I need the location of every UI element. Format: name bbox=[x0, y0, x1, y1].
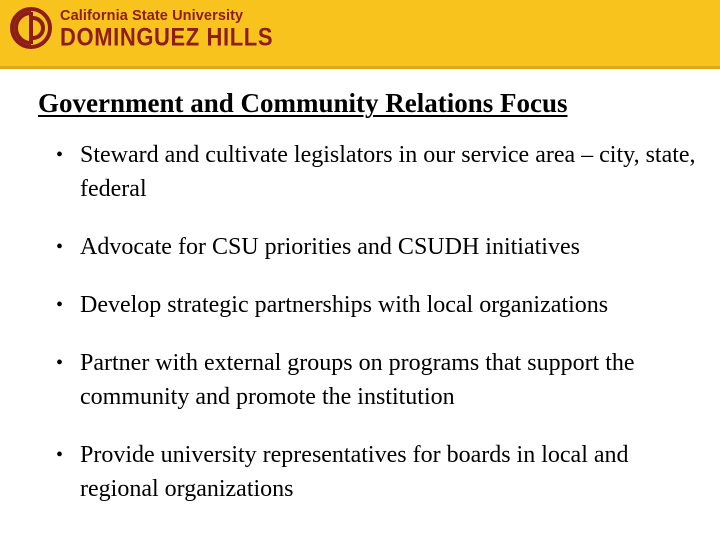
bullet-dot-icon: • bbox=[56, 294, 64, 316]
bullet-item bbox=[56, 438, 706, 506]
bullet-item bbox=[56, 138, 706, 206]
bullet-dot-icon: • bbox=[56, 444, 64, 466]
bullet-item bbox=[56, 230, 706, 264]
bullet-text: Provide university representatives for boards in local and regional organizations bbox=[80, 442, 629, 502]
bullet-text: Develop strategic partnerships with local organizations bbox=[80, 292, 609, 318]
bullet-item bbox=[56, 288, 706, 322]
logo-university-name: California State University bbox=[60, 8, 244, 24]
university-logo bbox=[10, 7, 274, 53]
bullet-dot-icon: • bbox=[56, 352, 64, 374]
header-divider bbox=[0, 66, 720, 69]
bullet-text: Partner with external groups on programs that support the community and promote the institution bbox=[80, 350, 635, 410]
slide-title: Government and Community Relations Focus bbox=[38, 88, 568, 118]
logo-campus-name: DOMINGUEZ HILLS bbox=[60, 23, 274, 51]
bullet-dot-icon: • bbox=[56, 236, 64, 258]
bullet-text: Steward and cultivate legislators in our service area – city, state, federal bbox=[80, 142, 696, 202]
bullet-list bbox=[56, 138, 706, 506]
bullet-dot-icon: • bbox=[56, 144, 64, 166]
bullet-text: Advocate for CSU priorities and CSUDH initiatives bbox=[80, 234, 580, 260]
bullet-item bbox=[56, 346, 706, 414]
csudh-logo-icon bbox=[10, 7, 52, 49]
